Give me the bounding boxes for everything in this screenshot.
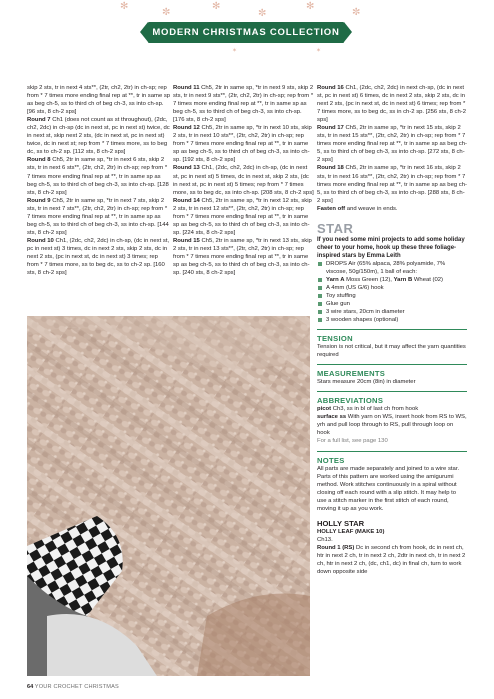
snowflake-icon: ✻ xyxy=(120,1,129,12)
abbreviation-term: picot xyxy=(317,406,332,413)
snowflake-icon: ✻ xyxy=(306,1,315,12)
snowflake-icon: ✼ xyxy=(258,8,267,19)
pattern-round xyxy=(317,164,467,204)
text-column-3 xyxy=(317,84,467,576)
material-text: A 4mm (US G/6) hook xyxy=(326,284,384,291)
round-text: Ch5, 2tr in same sp, *tr in next 12 sts, skip 2 sts, tr in next 12 sts**, (2tr, ch2, 2tr) in ch-sp; rep from * 7 times more ending final rep at **, tr in same sp as beg ch-5, ss to third ch of beg ch-3, ss into ch-sp. [224 sts, 8 ch-2 sps] xyxy=(173,197,312,236)
abbreviation-item xyxy=(317,413,467,437)
list-item xyxy=(317,260,467,276)
fasten-label: Fasten off xyxy=(317,205,346,212)
snowflake-icon: ✶ xyxy=(232,48,238,54)
list-item xyxy=(317,316,467,324)
abbreviation-definition: With yarn on WS, insert hook from RS to WS, yrh and pull loop through to RS, pull through loop on hook xyxy=(317,414,467,437)
full-list-note: For a full list, see page 130 xyxy=(317,438,388,445)
round-label: Round 14 xyxy=(173,197,200,204)
abbreviation-term: surface ss xyxy=(317,414,347,421)
fasten-off-line xyxy=(317,205,467,213)
pattern-round xyxy=(317,544,467,576)
round-text: Ch1, (2dc, ch2, 2dc) in next ch-sp, (dc in next st, pc in next st) 6 times, dc in next 2 sts, skip 2 sts, dc in next 2 sts, (pc in next st, dc in next st) 6 times; rep from * 7 times more, ss to beg dc, ss in ch-2 sp. [256 sts, 8 ch-2 sps] xyxy=(317,85,466,124)
pattern-round xyxy=(173,197,314,237)
snowflake-icon: ✻ xyxy=(212,1,221,12)
round-text: Ch5, 2tr in same sp, *tr in next 7 sts, skip 2 sts, tr in next 7 sts**, (2tr, ch2, 2tr) in ch-sp; rep from * 7 times more ending final rep at **, tr in same sp as beg ch-5, ss to third ch of beg ch-3, ss into ch-sp. [144 sts, 8 ch-2 sps] xyxy=(27,197,169,236)
round-label: Round 17 xyxy=(317,125,344,132)
yarn-colours-line xyxy=(317,276,467,284)
round-label: Round 8 xyxy=(27,157,51,164)
material-text: 3 wooden shapes (optional) xyxy=(326,317,399,324)
notes-heading: NOTES xyxy=(317,451,467,465)
list-item xyxy=(317,292,467,300)
pattern-round xyxy=(317,84,467,124)
abbreviation-item xyxy=(317,405,467,413)
pattern-round xyxy=(27,197,171,237)
yarn-colour: Wheat (02) xyxy=(412,276,444,283)
holly-star-heading: HOLLY STAR xyxy=(317,518,365,528)
round-text: Ch5, 2tr in same sp, *tr in next 13 sts, skip 2 sts, tr in next 13 sts**, (2tr, ch2, 2tr) in ch-sp; rep from * 7 times more ending final rep at **, tr in same sp as beg ch-5, ss to third ch of beg ch-3, ss into ch-sp. [240 sts, 8 ch-2 sps] xyxy=(173,237,312,277)
round-text: Dc in second ch from hook, dc in next ch, htr in next 2 ch, tr in next 2 ch, 2dtr in next ch, tr in next 2 ch, htr in next 2 ch, (dc, ch1, dc) in final ch, turn to work down opposite side xyxy=(317,544,466,576)
page-footer xyxy=(27,684,119,691)
notes-text: Parts of this pattern are worked using the amigurumi method. Work stitches continuously in a spiral without closing off each round with a slip stitch. It may help to use a stitch marker in the first stitch of each round, moving it up as you work. xyxy=(317,473,457,512)
page-header xyxy=(0,0,494,54)
crochet-blanket-photo xyxy=(27,316,310,676)
notes-text: All parts are made separately and joined to a wire star. xyxy=(317,465,460,472)
magazine-name: YOUR CROCHET CHRISTMAS xyxy=(34,684,119,690)
round-label: Round 16 xyxy=(317,85,344,91)
tension-heading: TENSION xyxy=(317,329,467,343)
round-label: Round 12 xyxy=(173,125,200,132)
pattern-round xyxy=(27,156,171,196)
text-column-2 xyxy=(173,84,314,277)
chain-instruction: Ch13. xyxy=(317,536,333,543)
text-column-1 xyxy=(27,84,171,277)
tension-text: Tension is not critical, but it may affect the yarn quantities required xyxy=(317,344,466,359)
round-label: Round 11 xyxy=(173,85,200,91)
round-label: Round 7 xyxy=(27,117,51,124)
round-text: Ch1, (2dc, ch2, 2dc) in ch-sp, (dc in next st, pc in next st) 3 times, dc in next 2 sts, skip 2 sts, dc in next 2 sts, (pc in next st, dc in next st) 3 times; rep from * 7 times more, ss to beg dc, ss to ch-2 sp. [160 sts, 8 ch-2 sps] xyxy=(27,237,170,277)
star-heading: STAR xyxy=(317,220,354,236)
round-label: Round 10 xyxy=(27,237,54,244)
yarn-colour: Moss Green (12), xyxy=(344,276,394,283)
section-title: MODERN CHRISTMAS COLLECTION xyxy=(152,27,340,38)
round-text: Ch1 (does not count as st throughout), (2dc, ch2, 2dc) in ch-sp (dc in next st, pc in next st) twice, dc in next st, skip next 2 sts, (dc in next st, pc in next st) twice, dc in next st; rep from * 7 times more, ss to beg dc, ss to ch-2 sp. [112 sts, 8 ch-2 sps] xyxy=(27,117,170,156)
abbreviation-definition: Ch3, ss in bl of last ch from hook xyxy=(331,406,419,413)
round-label: Round 18 xyxy=(317,165,344,172)
pattern-round xyxy=(27,237,171,277)
snowflake-icon: ✼ xyxy=(162,7,171,18)
pattern-round xyxy=(27,116,171,156)
round-label: Round 1 (RS) xyxy=(317,544,355,551)
pattern-round xyxy=(317,124,467,164)
snowflake-icon: ✶ xyxy=(316,48,322,54)
round-text: Ch5, 2tr in same sp, *tr in next 16 sts, skip 2 sts, tr in next 16 sts**, (2tr, ch2, 2tr) in ch-sp; rep from * 7 times more ending final rep at **, tr in same sp as beg ch-5, ss to third ch of beg ch-3, ss into ch-sp. [288 sts, 8 ch-2 sps] xyxy=(317,165,467,204)
pattern-text: skip 2 sts, tr in next 4 sts**, (2tr, ch2, 2tr) in ch-sp; rep from * 7 times more ending final rep at **, tr in same sp as beg ch-5, ss to third ch of beg ch-3, ss into ch-sp. [96 sts, 8 ch-2 sps] xyxy=(27,85,171,116)
section-banner xyxy=(148,22,344,43)
round-label: Round 15 xyxy=(173,237,200,244)
list-item xyxy=(317,284,467,292)
list-item xyxy=(317,308,467,316)
material-text: DROPS Air (65% alpaca, 28% polyamide, 7% viscose, 50g/150m), 1 ball of each: xyxy=(326,260,446,275)
material-text: Toy stuffing xyxy=(326,292,356,299)
blanket-illustration xyxy=(27,316,310,676)
yarn-label: Yarn A xyxy=(326,276,345,283)
list-item xyxy=(317,300,467,308)
material-text: 3 wire stars, 20cm in diameter xyxy=(326,309,405,316)
measurements-heading: MEASUREMENTS xyxy=(317,364,467,378)
round-text: Ch5, 2tr in same sp, *tr in next 6 sts, skip 2 sts, tr in next 6 sts**, (2tr, ch2, 2tr) in ch-sp; rep from * 7 times more ending final rep at **, tr in same sp as beg ch-5, ss to third ch of beg ch-3, ss into ch-sp. [128 sts, 8 ch-2 sps] xyxy=(27,157,169,196)
pattern-paragraph xyxy=(27,84,171,116)
star-intro: If you need some mini projects to add some holiday cheer to your home, hook up these three foliage-inspired stars by Emma Leith xyxy=(317,236,465,259)
abbreviations-heading: ABBREVIATIONS xyxy=(317,391,467,405)
round-text: Ch5, 2tr in same sp, *tr in next 10 sts, skip 2 sts, tr in next 10 sts**, (2tr, ch2, 2tr) in ch-sp; rep from * 7 times more ending final rep at **, tr in same sp as beg ch-5, ss to third ch of beg ch-3, ss into ch-sp. [192 sts, 8 ch-2 sps] xyxy=(173,125,312,164)
measurements-text: Stars measure 20cm (8in) in diameter xyxy=(317,379,416,386)
holly-leaf-label: HOLLY LEAF (MAKE 10) xyxy=(317,528,385,535)
materials-list xyxy=(317,260,467,324)
fasten-text: and weave in ends. xyxy=(345,205,398,212)
pattern-round xyxy=(173,164,314,196)
round-label: Round 13 xyxy=(173,165,200,172)
round-label: Round 9 xyxy=(27,197,51,204)
snowflake-icon: ✼ xyxy=(352,7,361,18)
pattern-round xyxy=(173,124,314,164)
round-text: Ch5, 2tr in same sp, *tr in next 9 sts, skip 2 sts, tr in next 9 sts**, (2tr, ch2, 2tr) in ch-sp; rep from * 7 times more ending final rep at **, tr in same sp as beg ch-5, ss to third ch of beg ch-3, ss into ch-sp. [176 sts, 8 ch-2 sps] xyxy=(173,85,314,124)
pattern-round xyxy=(173,84,314,124)
material-text: Glue gun xyxy=(326,300,350,307)
round-text: Ch5, 2tr in same sp, *tr in next 15 sts, skip 2 sts, tr in next 15 sts**, (2tr, ch2, 2tr) in ch-sp; rep from * 7 times more ending final rep at **, tr in same sp as beg ch-5, ss to third ch of beg ch-3, ss into ch-sp. [272 sts, 8 ch-2 sps] xyxy=(317,125,467,164)
pattern-round xyxy=(173,237,314,277)
page-number: 64 xyxy=(27,684,34,690)
holly-leaf-subheading xyxy=(317,528,467,536)
yarn-label: Yarn B xyxy=(393,276,413,283)
round-text: Ch1, (2dc, ch2, 2dc) in ch-sp, (dc in next st, pc in next st) 5 times, dc in next st, skip 2 sts, (dc in next st, pc in next st) 5 times; rep from * 7 times more, ss to beg dc, ss into ch-sp. [208 sts, 8 ch-2 sps] xyxy=(173,165,314,196)
